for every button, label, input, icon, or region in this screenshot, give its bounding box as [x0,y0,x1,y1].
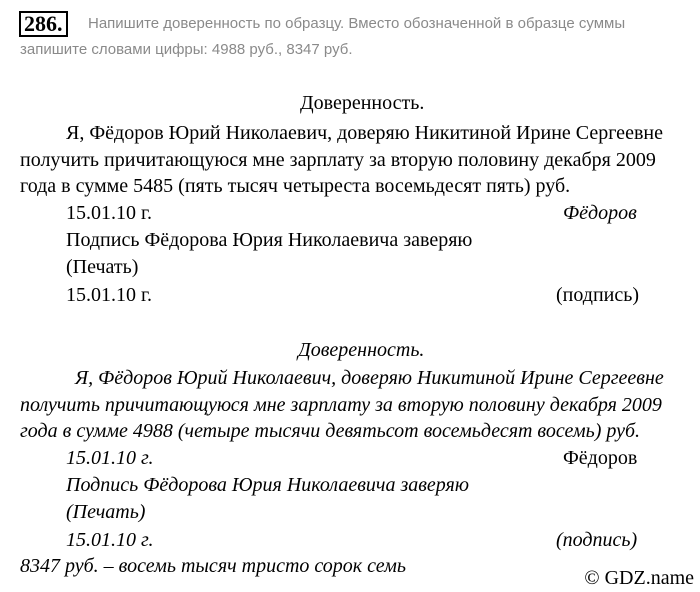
task-text-line-2: запишите словами цифры: 4988 руб., 8347 руб. [20,41,353,58]
sample-stamp: (Печать) [66,256,139,278]
answer-body-line-3: года в сумме 4988 (четыре тысячи девятьсот восемьдесят восемь) руб. [20,420,641,442]
answer-date-1: 15.01.10 г. [66,447,154,469]
sample-body-line-3: года в сумме 5485 (пять тысяч четыреста восемьдесят пять) руб. [20,175,571,197]
sample-certify: Подпись Фёдорова Юрия Николаевича заверяю [66,229,473,251]
sample-body-line-2: получить причитающуюся мне зарплату за вторую половину декабря 2009 [20,149,656,171]
watermark-text: © GDZ.name [584,567,694,589]
answer-signer: Фёдоров [563,447,638,469]
answer-body-line-1: Я, Фёдоров Юрий Николаевич, доверяю Никитиной Ирине Сергеевне [75,367,664,389]
answer-body-line-2: получить причитающуюся мне зарплату за вторую половину декабря 2009 [20,394,662,416]
answer-date-2: 15.01.10 г. [66,529,154,551]
exercise-number: 286. [19,11,68,37]
task-text-line-1: Напишите доверенность по образцу. Вместо обозначенной в образце суммы [88,15,626,32]
sample-title: Доверенность. [300,92,425,114]
answer-extra-line: 8347 руб. – восемь тысяч тристо сорок семь [20,555,407,577]
answer-certify: Подпись Фёдорова Юрия Николаевича заверяю [66,474,469,496]
sample-date-2: 15.01.10 г. [66,284,152,306]
sample-date-1: 15.01.10 г. [66,202,152,224]
sample-signer: Фёдоров [563,202,637,224]
sample-body-line-1: Я, Фёдоров Юрий Николаевич, доверяю Никитиной Ирине Сергеевне [66,122,663,144]
answer-stamp: (Печать) [66,501,146,523]
sample-signature: (подпись) [556,284,640,306]
answer-title: Доверенность. [298,339,425,361]
answer-signature: (подпись) [556,529,638,551]
